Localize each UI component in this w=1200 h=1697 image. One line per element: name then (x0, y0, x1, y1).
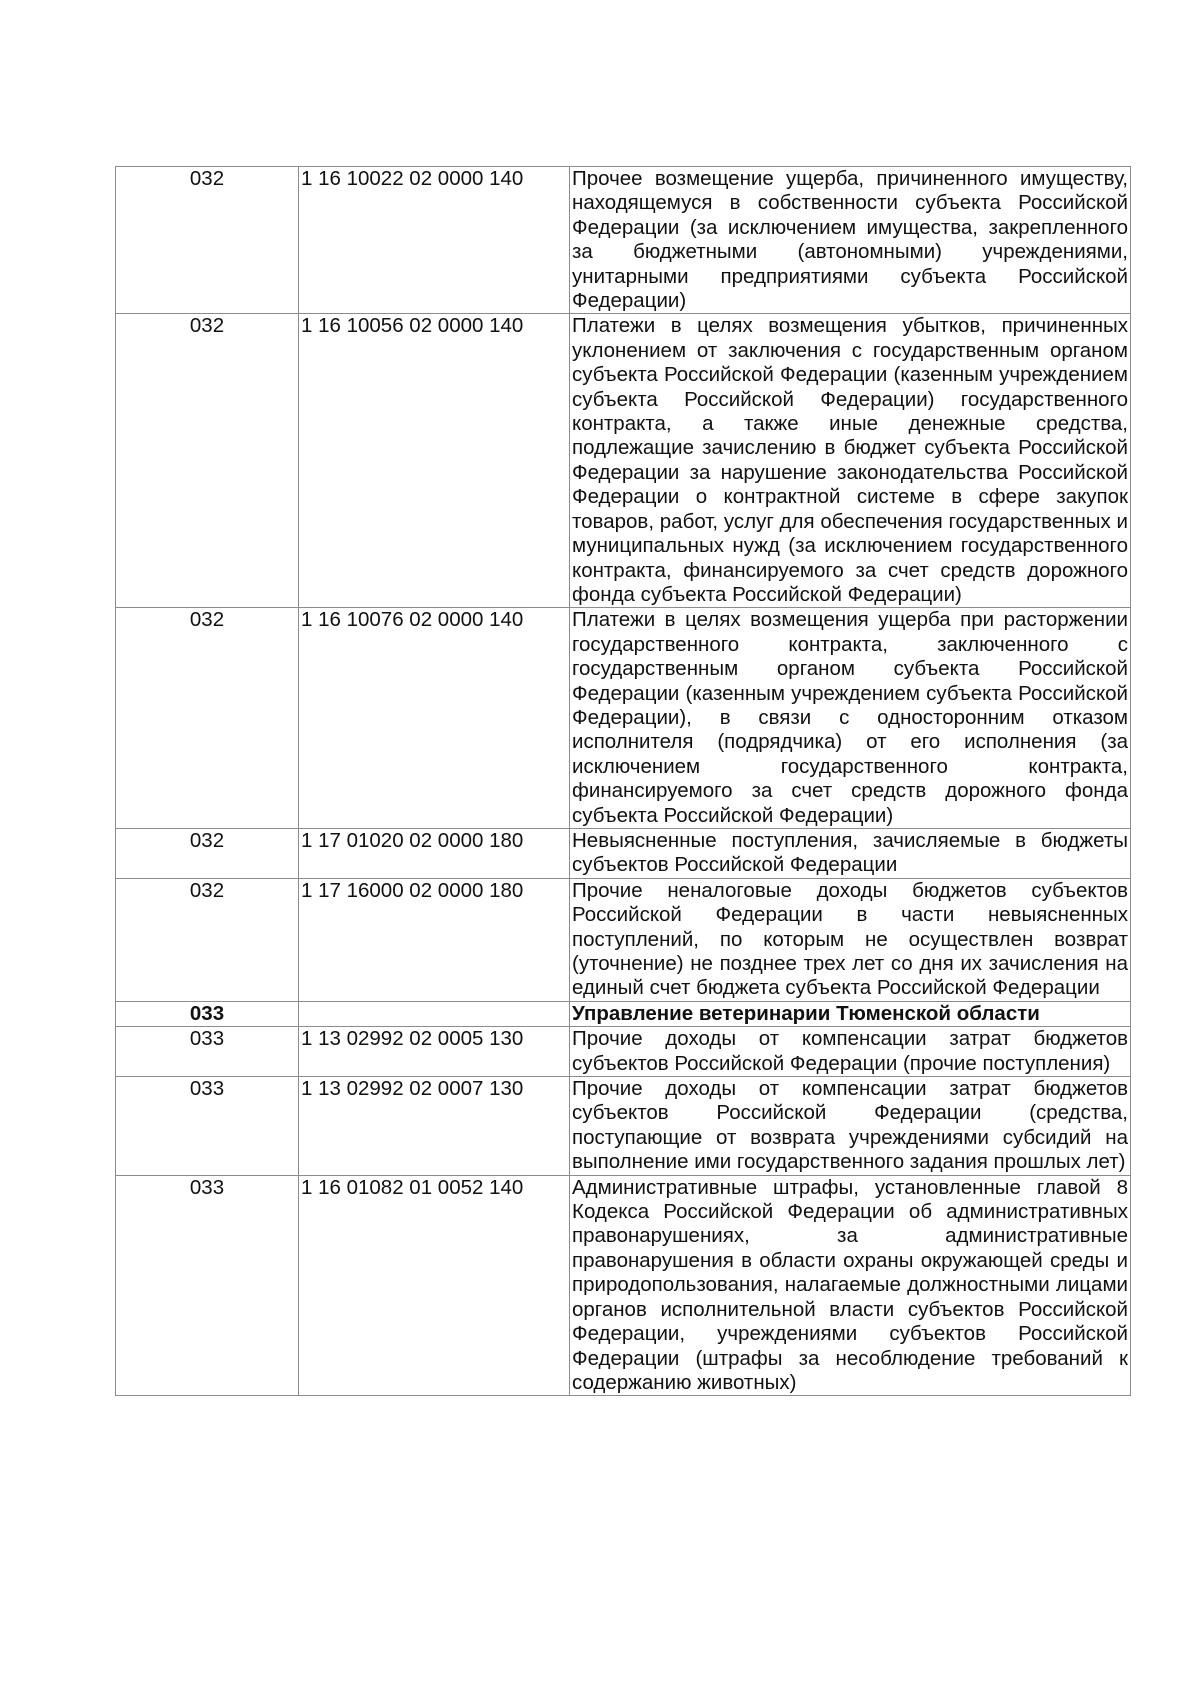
revenue-name-cell: Прочие неналоговые доходы бюджетов субъектов Российской Федерации в части невыясненных поступлений, по которым не осуществлен возврат (уточнение) не позднее трех лет со дня их зачисления на единый счет бюджета субъекта Российской Федерации (570, 878, 1131, 1001)
revenue-code-cell (299, 314, 570, 608)
admin-code-cell: 033 (116, 1027, 299, 1077)
revenue-code-cell (299, 167, 570, 314)
admin-code-cell: 032 (116, 314, 299, 608)
table-row (116, 167, 1131, 314)
revenue-name-cell: Платежи в целях возмещения ущерба при расторжении государственного контракта, заключенного с государственным органом субъекта Российской Федерации (казенным учреждением субъекта Российской Федерации), в связи с односторонним отказом исполнителя (подрядчика) от его исполнения (за исключением государственного контракта, финансируемого за счет средств дорожного фонда субъекта Российской Федерации) (570, 608, 1131, 829)
table-row (116, 314, 1131, 608)
revenue-name-cell: Прочие доходы от компенсации затрат бюджетов субъектов Российской Федерации (средства, поступающие от возврата учреждениями субсидий на выполнение ими государственного задания прошлых лет) (570, 1077, 1131, 1176)
table-row (116, 878, 1131, 1001)
revenue-code-cell (299, 1077, 570, 1176)
admin-code-cell: 032 (116, 878, 299, 1001)
revenue-code-cell (299, 878, 570, 1001)
admin-code-cell: 033 (116, 1001, 299, 1026)
revenue-codes-table (115, 166, 1131, 1396)
revenue-code-cell (299, 1027, 570, 1077)
revenue-code-cell (299, 828, 570, 878)
revenue-code-text: 1 16 10076 02 0000 140 (301, 608, 524, 632)
revenue-name-cell: Платежи в целях возмещения убытков, причиненных уклонением от заключения с государственным органом субъекта Российской Федерации (казенным учреждением субъекта Российской Федерации) государственного контракта, а также иные денежные средства, подлежащие зачислению в бюджет субъекта Российской Федерации за нарушение законодательства Российской Федерации о контрактной системе в сфере закупок товаров, работ, услуг для обеспечения государственных и муниципальных нужд (за исключением государственного контракта, финансируемого за счет средств дорожного фонда субъекта Российской Федерации) (570, 314, 1131, 608)
admin-code-cell: 032 (116, 167, 299, 314)
revenue-code-text: 1 13 02992 02 0005 130 (301, 1027, 524, 1051)
admin-code-cell: 032 (116, 828, 299, 878)
revenue-name-cell: Административные штрафы, установленные главой 8 Кодекса Российской Федерации об административных правонарушениях, за административные правонарушения в области охраны окружающей среды и природопользования, налагаемые должностными лицами органов исполнительной власти субъектов Российской Федерации, учреждениями субъектов Российской Федерации (штрафы за несоблюдение требований к содержанию животных) (570, 1175, 1131, 1396)
table-row (116, 1077, 1131, 1176)
revenue-name-cell: Прочее возмещение ущерба, причиненного имуществу, находящемуся в собственности субъекта Российской Федерации (за исключением имущества, закрепленного за бюджетными (автономными) учреждениями, унитарными предприятиями субъекта Российской Федерации) (570, 167, 1131, 314)
revenue-name-cell: Невыясненные поступления, зачисляемые в бюджеты субъектов Российской Федерации (570, 828, 1131, 878)
revenue-code-text: 1 17 16000 02 0000 180 (301, 878, 524, 902)
table-row (116, 1027, 1131, 1077)
revenue-code-text: 1 13 02992 02 0007 130 (301, 1077, 524, 1101)
section-header-row (116, 1001, 1131, 1026)
admin-code-cell: 033 (116, 1175, 299, 1396)
revenue-code-text: 1 16 01082 01 0052 140 (301, 1175, 524, 1199)
admin-code-cell: 032 (116, 608, 299, 829)
table-row (116, 608, 1131, 829)
table-row (116, 1175, 1131, 1396)
department-name-cell: Управление ветеринарии Тюменской области (570, 1001, 1131, 1026)
admin-code-cell: 033 (116, 1077, 299, 1176)
revenue-code-text: 1 17 01020 02 0000 180 (301, 828, 524, 852)
revenue-name-cell: Прочие доходы от компенсации затрат бюджетов субъектов Российской Федерации (прочие поступления) (570, 1027, 1131, 1077)
table-row (116, 828, 1131, 878)
revenue-code-text: 1 16 10022 02 0000 140 (301, 167, 524, 190)
revenue-code-text: 1 16 10056 02 0000 140 (301, 314, 524, 338)
revenue-code-cell (299, 608, 570, 829)
revenue-code-cell (299, 1001, 570, 1026)
revenue-code-cell (299, 1175, 570, 1396)
